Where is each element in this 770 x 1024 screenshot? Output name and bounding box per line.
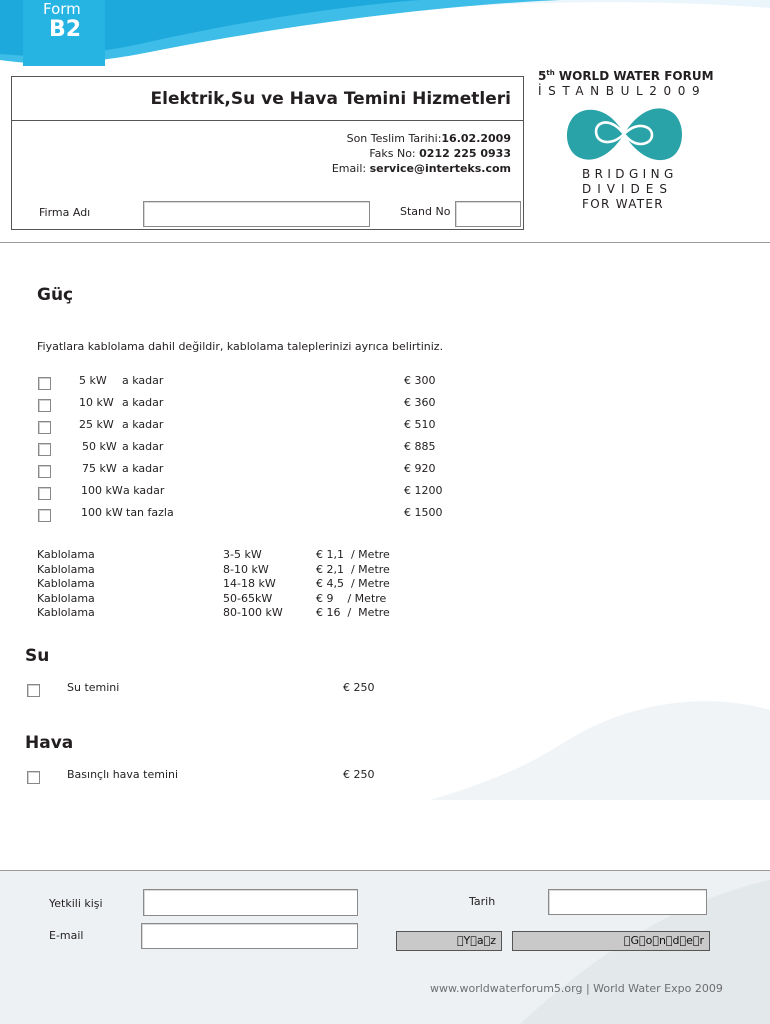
power-option-checkbox[interactable]: [38, 465, 51, 478]
date-field[interactable]: [548, 889, 707, 915]
cabling-range: 8-10 kW: [223, 562, 269, 576]
power-kw: 100 kW: [81, 506, 123, 519]
company-label: Firma Adı: [39, 206, 91, 219]
email-value: service@interteks.com: [369, 162, 511, 175]
deadline-label: Son Teslim Tarihi:: [346, 132, 442, 145]
power-option-checkbox[interactable]: [38, 487, 51, 500]
power-limit: a kadar: [122, 440, 164, 453]
cabling-range: 3-5 kW: [223, 548, 262, 561]
power-option-row: [0, 506, 770, 526]
cabling-price: € 16 / Metre: [316, 606, 390, 619]
cabling-price: € 1,1 / Metre: [316, 548, 390, 561]
power-option-row: [0, 440, 770, 460]
company-name-field[interactable]: [143, 201, 370, 227]
wwf-title-rest: WORLD WATER FORUM: [554, 69, 714, 83]
cabling-row: [0, 548, 770, 562]
air-section-title: Hava: [25, 733, 74, 753]
power-kw: 50 kW: [82, 440, 117, 453]
header-box: [11, 76, 524, 230]
power-option-row: [0, 418, 770, 438]
wwf-title-sup: th: [546, 69, 555, 77]
power-option-row: [0, 484, 770, 504]
cabling-label: Kablolama: [37, 548, 95, 561]
wwf-title-number: 5: [538, 69, 547, 83]
power-kw: 25 kW: [79, 418, 114, 431]
power-price: € 510: [404, 418, 436, 431]
power-price: € 1500: [404, 506, 443, 519]
cabling-price: € 2,1 / Metre: [316, 562, 390, 576]
wwf-subtitle: İSTANBUL2009: [538, 84, 707, 98]
power-option-row: [0, 374, 770, 394]
form-code: B2: [49, 17, 82, 42]
cabling-range: 50-65kW: [223, 591, 273, 605]
cabling-row: [0, 606, 770, 620]
cabling-label: Kablolama: [37, 606, 95, 619]
power-kw: 10 kW: [79, 396, 114, 409]
water-drop-infinity-icon: [560, 104, 688, 164]
deadline-line: [347, 132, 511, 145]
power-option-checkbox[interactable]: [38, 443, 51, 456]
footer-text: www.worldwaterforum5.org | World Water Expo 2009: [430, 982, 723, 995]
email-label: Email:: [331, 162, 370, 175]
logo-line-2: DIVIDES: [582, 182, 673, 196]
power-limit: tan fazla: [126, 506, 174, 519]
print-button[interactable]:  Y a z: [396, 931, 502, 951]
date-label: Tarih: [469, 895, 496, 908]
power-note: Fiyatlara kablolama dahil değildir, kablolama taleplerinizi ayrıca belirtiniz.: [37, 340, 444, 353]
power-section-title: Güç: [37, 285, 74, 305]
compressed-air-price: € 250: [343, 768, 375, 781]
contact-person-field[interactable]: [143, 889, 358, 916]
power-price: € 300: [404, 374, 436, 387]
power-kw: 5 kW: [79, 374, 107, 387]
fax-label: Faks No:: [369, 147, 420, 160]
form-label: Form: [43, 0, 81, 18]
power-limit: a kadar: [122, 462, 164, 475]
power-limit: a kadar: [122, 396, 164, 409]
deadline-value: 16.02.2009: [441, 132, 511, 145]
cabling-row: [0, 577, 770, 591]
power-kw: 100 kW: [81, 484, 123, 497]
stand-label: Stand No: [400, 205, 451, 218]
cabling-row: [0, 563, 770, 577]
power-option-checkbox[interactable]: [38, 377, 51, 390]
bottom-separator: [0, 870, 770, 871]
bottom-email-label: E-mail: [49, 929, 84, 942]
cabling-range: 14-18 kW: [223, 577, 276, 590]
stand-number-field[interactable]: [455, 201, 521, 227]
power-option-row: [0, 396, 770, 416]
logo-line-1: BRIDGING: [582, 167, 678, 181]
bottom-email-field[interactable]: [141, 923, 358, 949]
page-title: Elektrik,Su ve Hava Temini Hizmetleri: [150, 89, 511, 109]
fax-line: [369, 147, 511, 160]
power-price: € 1200: [404, 484, 443, 497]
power-limit: a kadar: [123, 484, 165, 497]
footer-wave-decoration: [0, 650, 770, 1024]
logo-line-3: FOR WATER: [582, 197, 664, 211]
water-supply-label: Su temini: [67, 681, 120, 694]
cabling-price: € 4,5 / Metre: [316, 577, 390, 590]
cabling-label: Kablolama: [37, 562, 95, 576]
water-supply-price: € 250: [343, 681, 375, 694]
email-line: [332, 162, 511, 175]
wwf-title: [538, 69, 714, 83]
cabling-row: [0, 592, 770, 606]
power-price: € 920: [404, 462, 436, 475]
header-separator: [0, 242, 770, 243]
power-limit: a kadar: [122, 374, 164, 387]
power-option-checkbox[interactable]: [38, 509, 51, 522]
fax-value: 0212 225 0933: [419, 147, 511, 160]
power-price: € 885: [404, 440, 436, 453]
power-price: € 360: [404, 396, 436, 409]
cabling-range: 80-100 kW: [223, 606, 283, 619]
power-option-checkbox[interactable]: [38, 421, 51, 434]
compressed-air-label: Basınçlı hava temini: [67, 768, 179, 781]
contact-person-label: Yetkili kişi: [49, 897, 103, 910]
form-tab: [23, 0, 105, 66]
submit-button[interactable]:  G o n d e r: [512, 931, 710, 951]
header-divider: [12, 120, 523, 121]
power-option-checkbox[interactable]: [38, 399, 51, 412]
cabling-price: € 9 / Metre: [316, 591, 387, 605]
power-kw: 75 kW: [82, 462, 117, 475]
cabling-label: Kablolama: [37, 577, 95, 590]
water-section-title: Su: [25, 646, 50, 666]
cabling-label: Kablolama: [37, 591, 95, 605]
power-option-row: [0, 462, 770, 482]
power-limit: a kadar: [122, 418, 164, 431]
